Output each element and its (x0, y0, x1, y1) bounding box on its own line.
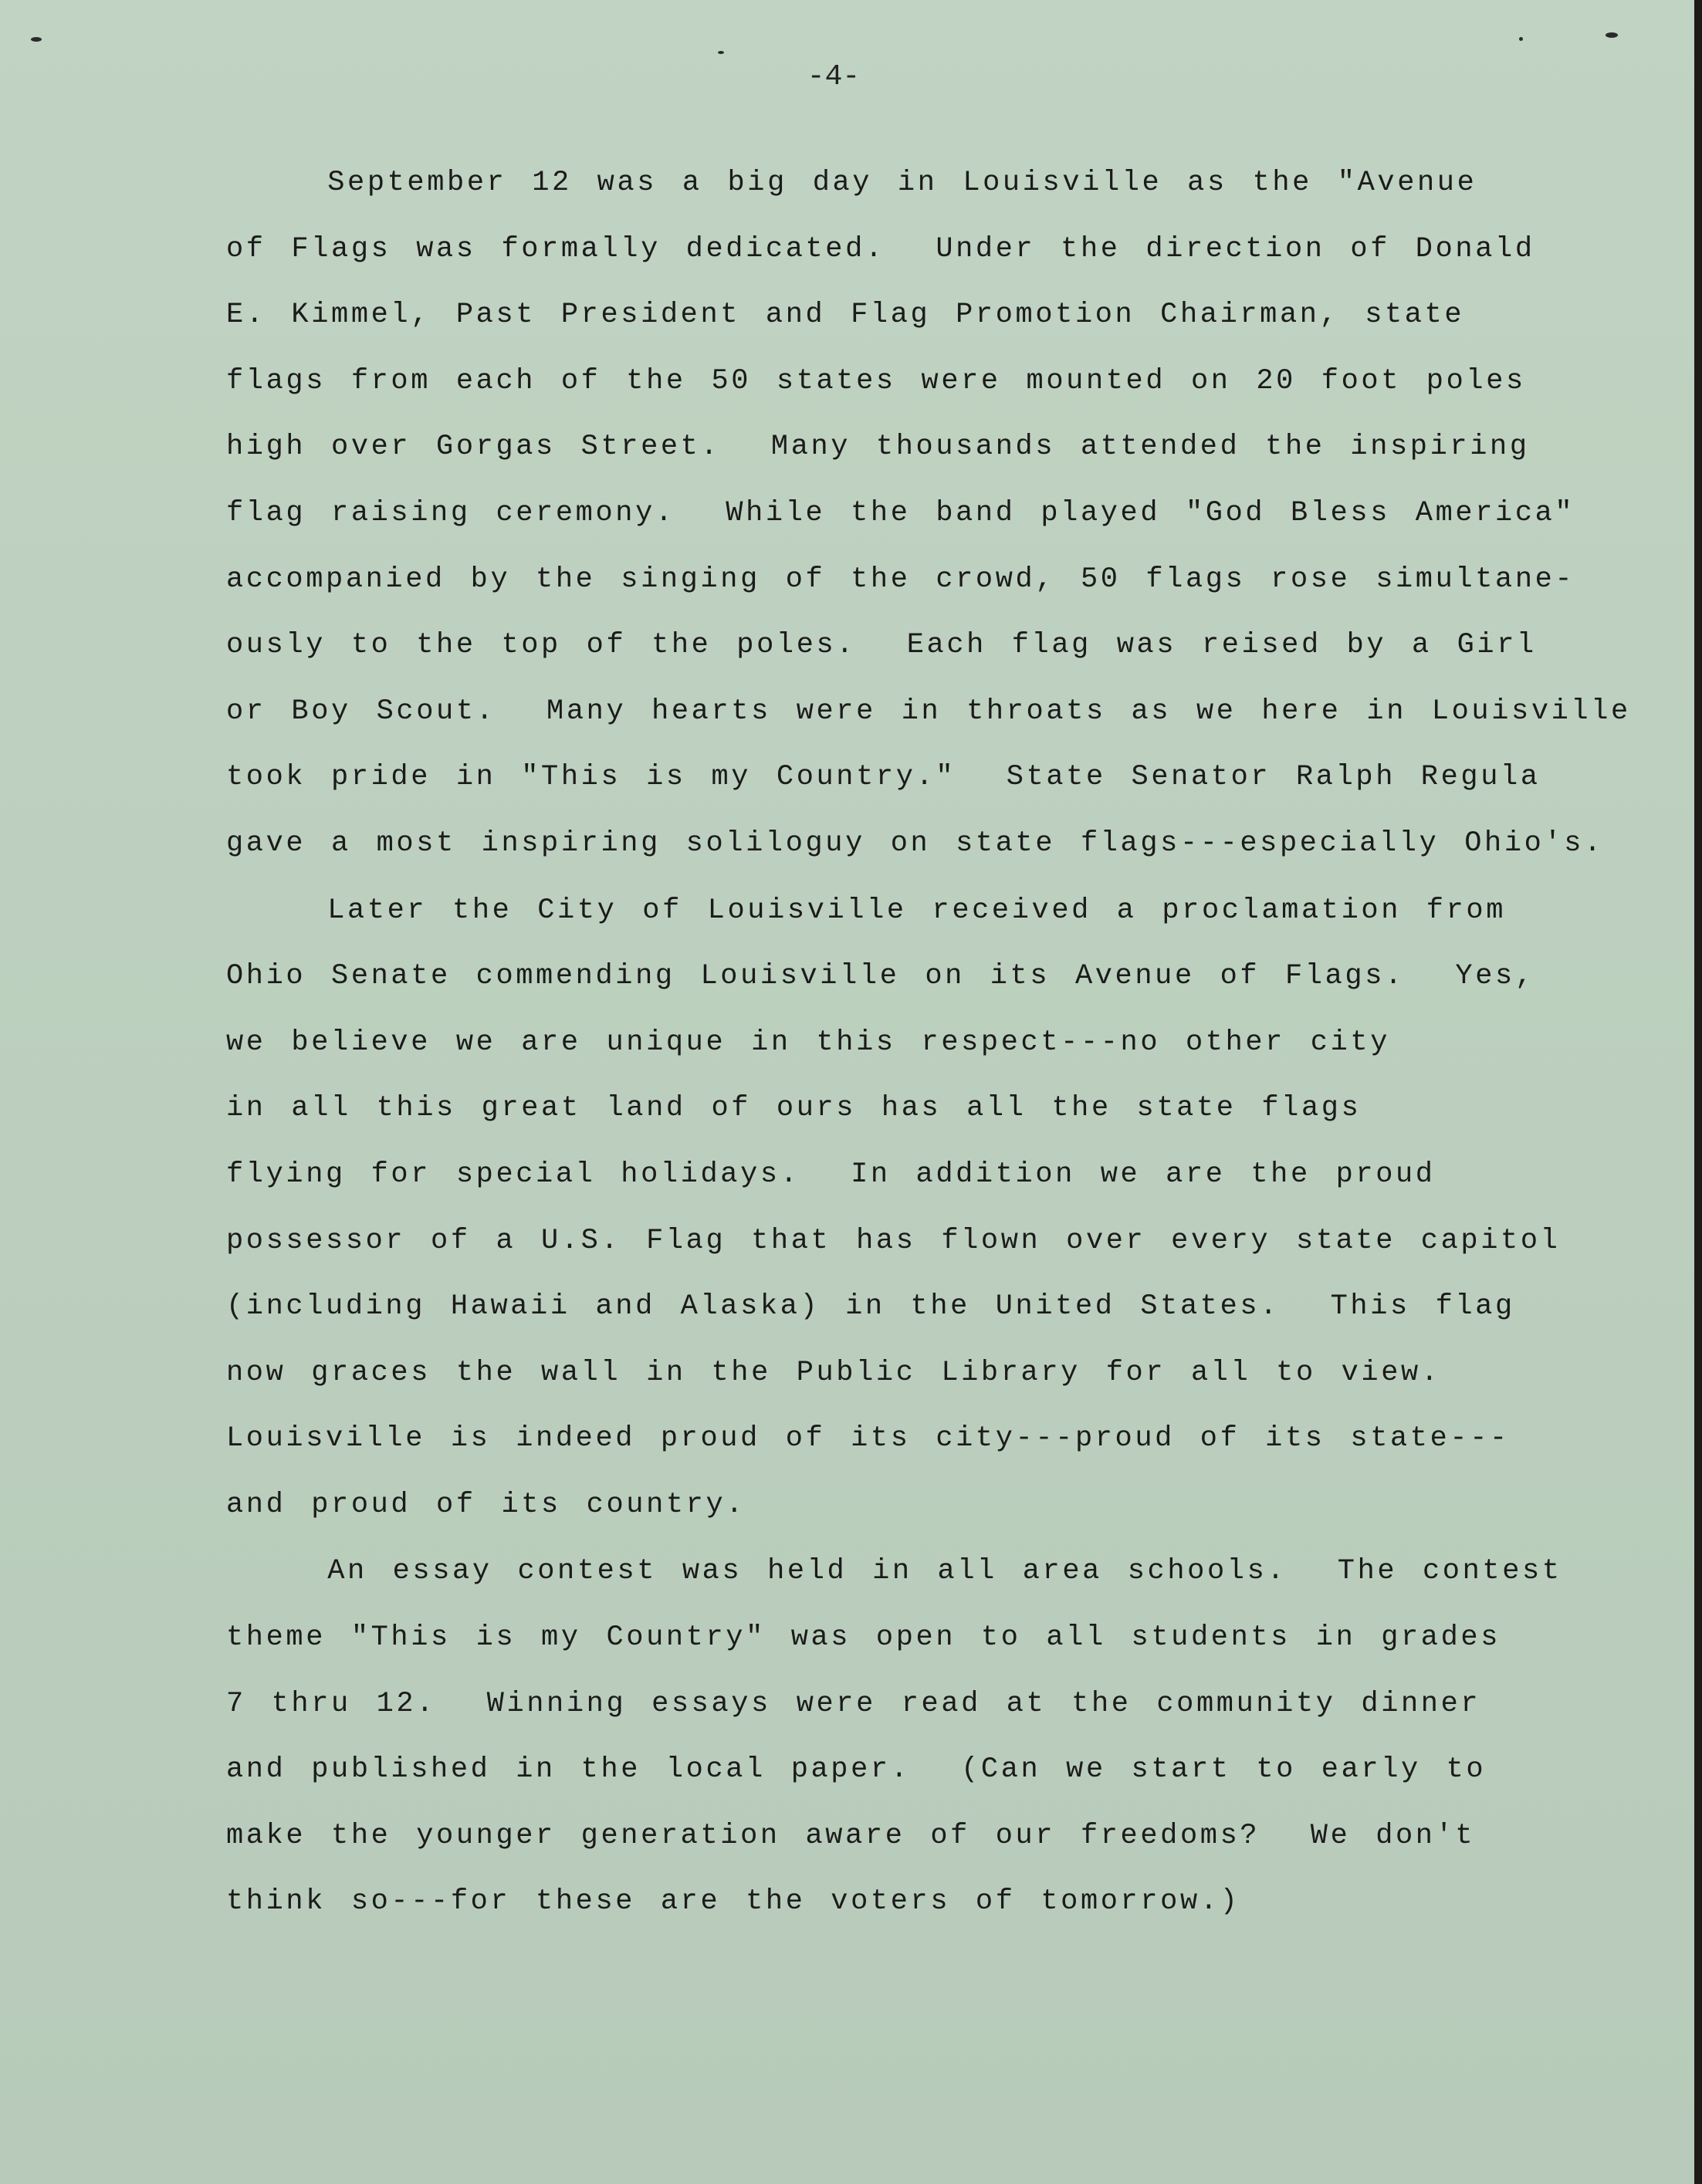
text-line: flag raising ceremony. While the band played "God Bless America" (226, 496, 1575, 529)
ink-speck (1519, 37, 1523, 41)
ink-speck (718, 51, 724, 54)
text-line: we believe we are unique in this respect---no other city (226, 1026, 1391, 1059)
ink-speck (1606, 32, 1618, 38)
text-line: ously to the top of the poles. Each flag was reised by a Girl (226, 629, 1537, 662)
text-line: think so---for these are the voters of tomorrow.) (226, 1885, 1240, 1919)
text-line: An essay contest was held in all area schools. The contest (226, 1555, 1562, 1588)
text-line: theme "This is my Country" was open to all students in grades (226, 1621, 1501, 1655)
text-line: gave a most inspiring soliloguy on state flags---especially Ohio's. (226, 827, 1604, 860)
text-line: flying for special holidays. In addition we are the proud (226, 1158, 1436, 1191)
scan-edge-strip (1694, 0, 1702, 2184)
text-line: and published in the local paper. (Can we start to early to (226, 1753, 1487, 1787)
ink-speck (31, 37, 42, 42)
text-line: Louisville is indeed proud of its city---proud of its state--- (226, 1422, 1510, 1455)
text-line: Ohio Senate commending Louisville on its Avenue of Flags. Yes, (226, 960, 1535, 993)
text-line: high over Gorgas Street. Many thousands attended the inspiring (226, 431, 1530, 464)
paragraph-essay-contest (226, 1550, 1585, 1947)
paragraph-avenue-of-flags (226, 162, 1631, 889)
text-line: of Flags was formally dedicated. Under the direction of Donald (226, 232, 1535, 265)
text-line: now graces the wall in the Public Library for all to view. (226, 1356, 1441, 1389)
text-line: flags from each of the 50 states were mounted on 20 foot poles (226, 364, 1526, 397)
paragraph-proclamation (226, 890, 1585, 1550)
body-text (226, 162, 1631, 1947)
text-line: (including Hawaii and Alaska) in the United States. This flag (226, 1290, 1515, 1324)
text-line: E. Kimmel, Past President and Flag Promotion Chairman, state (226, 299, 1465, 332)
text-line: September 12 was a big day in Louisville as the "Avenue (226, 167, 1477, 199)
text-line: accompanied by the singing of the crowd, 50 flags rose simultane- (226, 563, 1575, 596)
text-line: or Boy Scout. Many hearts were in throats as we here in Louisville (226, 695, 1631, 728)
text-line: in all this great land of ours has all the state flags (226, 1092, 1362, 1125)
text-line: and proud of its country. (226, 1488, 746, 1521)
text-line: Later the City of Louisville received a proclamation from (226, 894, 1507, 927)
text-line: 7 thru 12. Winning essays were read at the community dinner (226, 1687, 1481, 1720)
page-number: -4- (807, 60, 861, 93)
text-line: make the younger generation aware of our freedoms? We don't (226, 1819, 1476, 1852)
text-line: possessor of a U.S. Flag that has flown over every state capitol (226, 1224, 1561, 1257)
text-line: took pride in "This is my Country." State Senator Ralph Regula (226, 761, 1541, 794)
